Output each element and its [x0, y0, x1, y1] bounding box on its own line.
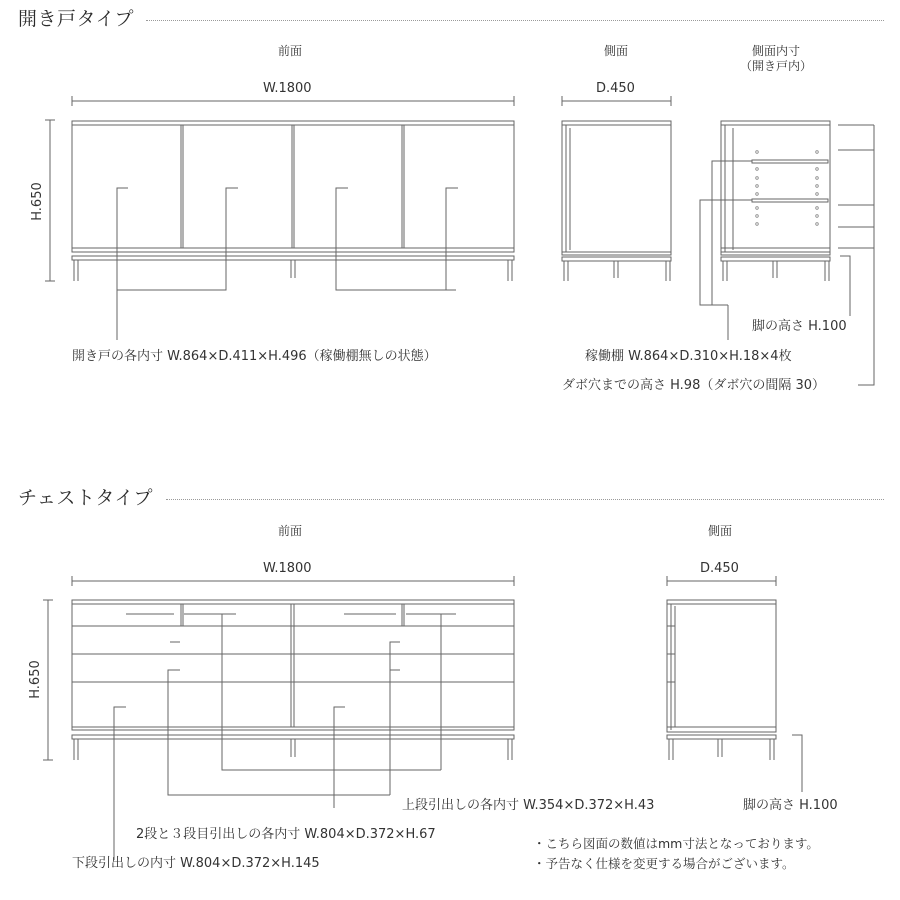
- note-units: ・こちら図面の数値はmm寸法となっております。: [533, 836, 819, 851]
- callout-dowel: ダボ穴までの高さ H.98（ダボ穴の間隔 30）: [562, 378, 826, 393]
- door-inner-header: [728, 44, 824, 74]
- door-height-dim: H.650: [29, 182, 45, 221]
- callout-shelf: 稼働棚 W.864×D.310×H.18×4枚: [585, 349, 792, 364]
- door-depth-dim: D.450: [596, 81, 635, 96]
- door-inner-header-line1: 側面内寸: [751, 44, 800, 58]
- callout-bottom-drawer: 下段引出しの内寸 W.804×D.372×H.145: [72, 856, 320, 871]
- door-front-header: 前面: [278, 44, 303, 58]
- chest-front-header: 前面: [278, 524, 303, 538]
- chest-depth-dim: D.450: [700, 561, 739, 576]
- door-inner-side-view: [700, 121, 874, 385]
- chest-front-view: [43, 576, 514, 860]
- section-title-chest-type: チェストタイプ: [18, 487, 153, 509]
- note-spec-change: ・予告なく仕様を変更する場合がございます。: [533, 856, 795, 871]
- chest-side-header: 側面: [708, 524, 733, 538]
- callout-chest-leg: 脚の高さ H.100: [743, 798, 838, 813]
- callout-door-leg: 脚の高さ H.100: [752, 319, 847, 334]
- callout-top-drawer: 上段引出しの各内寸 W.354×D.372×H.43: [402, 798, 655, 813]
- door-front-view: [45, 96, 514, 340]
- door-inner-header-line2: （開き戸内）: [739, 59, 812, 73]
- door-width-dim: W.1800: [263, 81, 312, 96]
- chest-side-view: [667, 576, 802, 792]
- callout-door-inner: 開き戸の各内寸 W.864×D.411×H.496（稼働棚無しの状態）: [72, 349, 437, 364]
- section-title-door-type: 開き戸タイプ: [18, 8, 135, 30]
- door-side-header: 側面: [604, 44, 629, 58]
- door-side-view: [562, 96, 671, 281]
- chest-width-dim: W.1800: [263, 561, 312, 576]
- callout-mid-drawer: 2段と３段目引出しの各内寸 W.804×D.372×H.67: [136, 827, 436, 842]
- chest-height-dim: H.650: [27, 660, 43, 699]
